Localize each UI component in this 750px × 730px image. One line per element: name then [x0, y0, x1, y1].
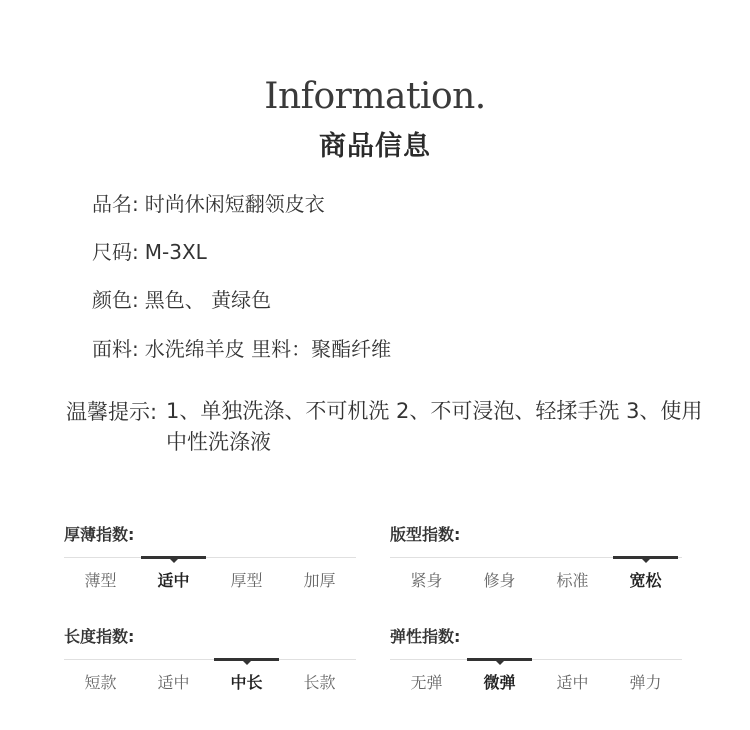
index-option: 长款	[303, 673, 336, 692]
index-title: 版型指数:	[390, 525, 461, 544]
index-marker-icon	[496, 661, 504, 665]
index-title: 弹性指数:	[390, 627, 461, 646]
thickness-index	[64, 523, 356, 591]
index-option: 中长	[230, 673, 263, 692]
index-title: 长度指数:	[64, 627, 135, 646]
fit-index	[390, 523, 682, 591]
title-english: Information.	[264, 76, 486, 117]
care-tips-text: 1、单独洗涤、不可机洗 2、不可浸泡、轻揉手洗 3、使用中性洗涤液	[166, 399, 703, 454]
info-value: 时尚休闲短翻领皮衣	[144, 192, 325, 216]
info-label: 面料:	[92, 337, 139, 361]
index-title: 厚薄指数:	[64, 525, 135, 544]
index-option: 适中	[157, 571, 190, 590]
info-label: 颜色:	[92, 288, 139, 312]
index-option: 厚型	[230, 571, 263, 590]
index-option: 薄型	[84, 571, 117, 590]
index-marker-icon	[170, 559, 178, 563]
index-option: 加厚	[303, 571, 336, 590]
index-option: 无弹	[410, 673, 443, 692]
title-chinese: 商品信息	[319, 131, 431, 162]
info-row-color	[92, 284, 271, 313]
info-label: 品名:	[92, 192, 139, 216]
index-option: 适中	[556, 673, 589, 692]
info-row-name	[92, 188, 325, 217]
info-row-size	[92, 236, 207, 265]
info-row-material	[92, 333, 391, 362]
length-index	[64, 625, 356, 693]
index-scale-line	[64, 659, 356, 660]
index-option: 弹力	[629, 673, 662, 692]
info-value: 黑色、 黄绿色	[144, 288, 272, 312]
index-option: 宽松	[629, 571, 662, 590]
info-value: 水洗绵羊皮 里料：聚酯纤维	[144, 337, 392, 361]
elasticity-index	[390, 625, 682, 693]
index-option: 修身	[483, 571, 516, 590]
index-option: 紧身	[410, 571, 443, 590]
info-value: M-3XL	[144, 240, 207, 264]
info-label: 尺码:	[92, 240, 139, 264]
index-scale-line	[64, 557, 356, 558]
index-option: 适中	[157, 673, 190, 692]
index-marker-icon	[243, 661, 251, 665]
index-marker-icon	[642, 559, 650, 563]
index-option: 微弹	[483, 673, 516, 692]
index-option: 标准	[556, 571, 589, 590]
care-tips-label: 温馨提示:	[66, 400, 158, 424]
index-scale-line	[390, 659, 682, 660]
index-scale-line	[390, 557, 682, 558]
index-option: 短款	[84, 673, 117, 692]
care-tips	[66, 396, 706, 458]
